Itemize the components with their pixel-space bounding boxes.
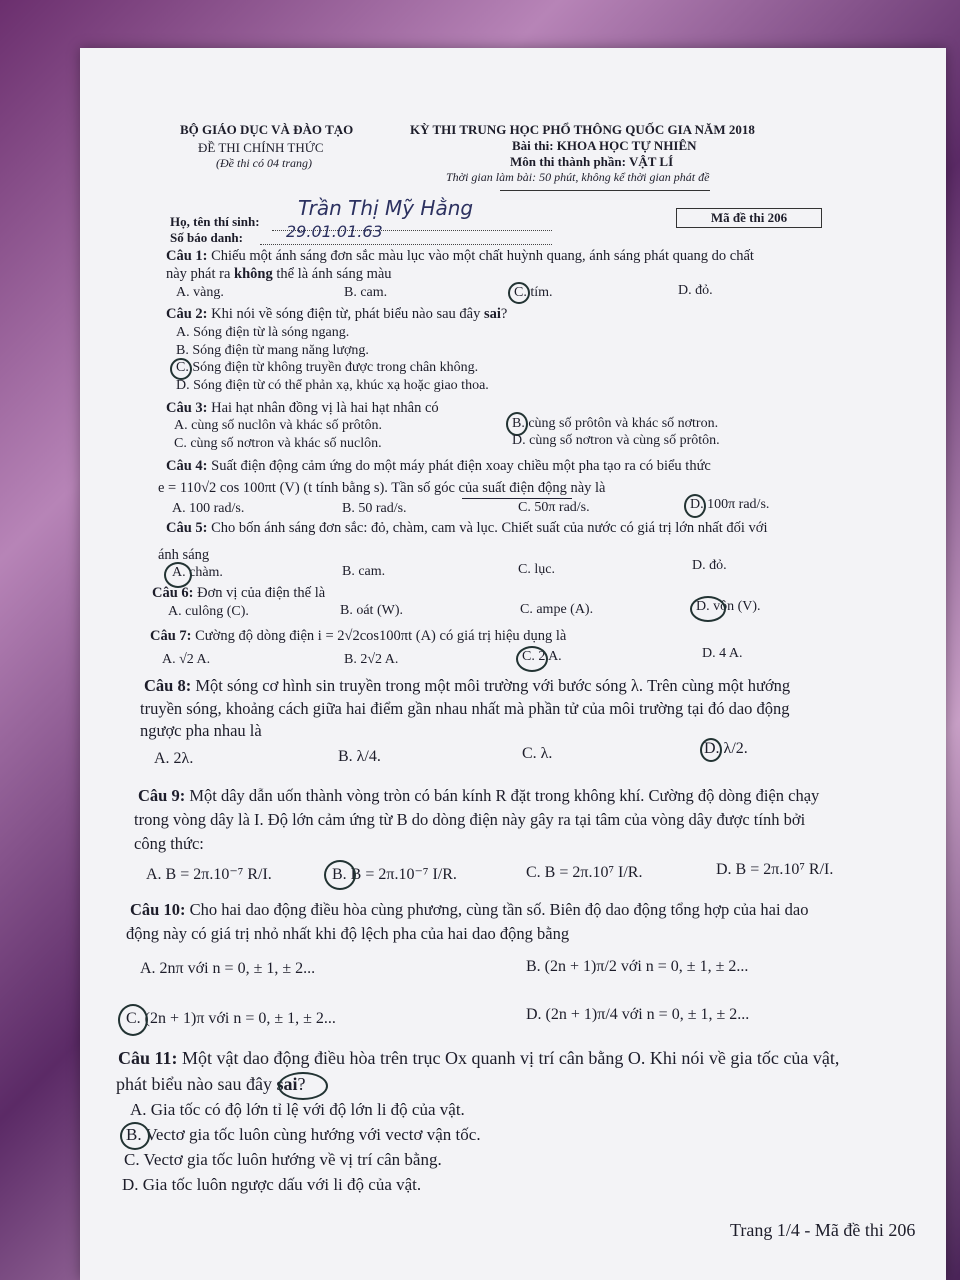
exam-subject: Bài thi: KHOA HỌC TỰ NHIÊN xyxy=(512,138,697,153)
q7-label: Câu 7: xyxy=(150,628,192,644)
page-count: (Đề thi có 04 trang) xyxy=(216,156,312,170)
q1-text2a: này phát ra xyxy=(166,266,235,282)
official-label: ĐỀ THI CHÍNH THỨC xyxy=(198,140,324,155)
q8-text2: truyền sóng, khoảng cách giữa hai điểm gần nhau nhất mà phần tử của môi trường tại đó dao động xyxy=(140,699,790,718)
q2-option-d: D. Sóng điện từ có thể phản xạ, khúc xạ hoặc giao thoa. xyxy=(176,378,489,393)
q10-option-b: B. (2n + 1)π/2 với n = 0, ± 1, ± 2... xyxy=(526,958,749,975)
q6-option-d: D. vôn (V). xyxy=(696,599,761,614)
q10-text1: Cho hai dao động điều hòa cùng phương, cùng tần số. Biên độ dao động tổng hợp của hai dao xyxy=(189,900,809,919)
q5-label: Câu 5: xyxy=(166,520,208,536)
exam-title: KỲ THI TRUNG HỌC PHỔ THÔNG QUỐC GIA NĂM 2018 xyxy=(410,122,755,137)
q1-option-b: B. cam. xyxy=(344,285,388,300)
q6-label: Câu 6: xyxy=(152,585,194,601)
q5-option-c: C. lục. xyxy=(518,562,555,577)
q9-option-a: A. B = 2π.10⁻⁷ R/I. xyxy=(146,866,272,883)
q1-label: Câu 1: xyxy=(166,248,208,264)
q11-option-c: C. Vectơ gia tốc luôn hướng về vị trí cân bằng. xyxy=(124,1150,442,1169)
q7-text: Cường độ dòng điện i = 2√2cos100πt (A) có giá trị hiệu dụng là xyxy=(195,628,567,644)
q8-answer-mark xyxy=(700,738,722,762)
name-handwritten: Trần Thị Mỹ Hằng xyxy=(298,196,474,220)
q11-option-b: B. Vectơ gia tốc luôn cùng hướng với vectơ vận tốc. xyxy=(126,1125,481,1144)
q6-option-c: C. ampe (A). xyxy=(520,602,594,617)
q11-option-d: D. Gia tốc luôn ngược dấu với li độ của vật. xyxy=(122,1175,422,1194)
q9-text3: công thức: xyxy=(134,834,204,853)
q10-option-d: D. (2n + 1)π/4 với n = 0, ± 1, ± 2... xyxy=(526,1006,750,1023)
q11-text2: phát biểu nào sau đây xyxy=(116,1074,277,1094)
q5-option-a: A. chàm. xyxy=(172,565,223,580)
exam-component: Môn thi thành phần: VẬT LÍ xyxy=(510,154,674,169)
exam-code-box: Mã đề thi 206 xyxy=(676,208,822,228)
q9-option-b: B. B = 2π.10⁻⁷ I/R. xyxy=(332,866,457,883)
q7-option-b: B. 2√2 A. xyxy=(344,652,399,667)
q1-option-d: D. đỏ. xyxy=(678,283,713,298)
q8-option-c: C. λ. xyxy=(522,745,553,762)
q10-answer-mark xyxy=(118,1004,148,1036)
name-label: Họ, tên thí sinh: xyxy=(170,214,260,229)
q4-option-b: B. 50 rad/s. xyxy=(342,501,407,516)
q6-option-a: A. culông (C). xyxy=(168,604,249,619)
q8-option-b: B. λ/4. xyxy=(338,748,381,765)
q4-underline xyxy=(462,498,572,499)
q4-text1: Suất điện động cảm ứng do một máy phát điện xoay chiều một pha tạo ra có biểu thức xyxy=(211,458,711,474)
q10-text2: động này có giá trị nhỏ nhất khi độ lệch pha của hai dao động bằng xyxy=(126,924,570,943)
q1-option-a: A. vàng. xyxy=(176,285,224,300)
q2-text: Khi nói về sóng điện từ, phát biểu nào sau đây xyxy=(211,306,484,322)
q11-text1: Một vật dao động điều hòa trên trục Ox quanh vị trí cân bằng O. Khi nói về gia tốc của vật, xyxy=(182,1048,840,1068)
q5-option-b: B. cam. xyxy=(342,564,386,579)
q2-end: ? xyxy=(500,306,508,322)
q1-answer-mark xyxy=(508,282,530,304)
q3-option-a: A. cùng số nuclôn và khác số prôtôn. xyxy=(174,418,383,433)
q5-text2: ánh sáng xyxy=(158,547,210,563)
q9-option-d: D. B = 2π.10⁷ R/I. xyxy=(716,861,834,878)
q3-label: Câu 3: xyxy=(166,400,208,416)
q1-emph: không xyxy=(234,266,273,282)
q11-end: ? xyxy=(297,1074,306,1094)
q4-text2: e = 110√2 cos 100πt (V) (t tính bằng s). Tần số góc của suất điện động này là xyxy=(158,480,606,496)
q4-option-a: A. 100 rad/s. xyxy=(172,501,245,516)
q4-option-c: C. 50π rad/s. xyxy=(518,500,590,515)
q2-option-b: B. Sóng điện từ mang năng lượng. xyxy=(176,343,369,358)
q9-answer-mark xyxy=(324,860,356,890)
ministry: BỘ GIÁO DỤC VÀ ĐÀO TẠO xyxy=(180,122,354,137)
q3-option-c: C. cùng số nơtron và khác số nuclôn. xyxy=(174,436,382,451)
q6-text: Đơn vị của điện thế là xyxy=(197,585,326,601)
exam-paper xyxy=(80,48,946,1280)
q4-label: Câu 4: xyxy=(166,458,208,474)
q3-option-b: B. cùng số prôtôn và khác số nơtron. xyxy=(512,416,719,431)
q2-answer-mark xyxy=(170,358,192,380)
q8-text1: Một sóng cơ hình sin truyền trong một môi trường với bước sóng λ. Trên cùng một hướng xyxy=(195,676,791,695)
q11-emph: sai xyxy=(276,1074,298,1094)
q2-option-c: C. Sóng điện từ không truyền được trong chân không. xyxy=(176,360,479,375)
q4-answer-mark xyxy=(684,494,706,518)
q8-label: Câu 8: xyxy=(144,676,192,695)
q10-option-a: A. 2nπ với n = 0, ± 1, ± 2... xyxy=(140,960,316,977)
q4-option-d: D. 100π rad/s. xyxy=(690,497,770,512)
q7-option-c: C. 2 A. xyxy=(522,649,562,664)
q9-label: Câu 9: xyxy=(138,786,186,805)
q7-option-d: D. 4 A. xyxy=(702,646,743,661)
q2-option-a: A. Sóng điện từ là sóng ngang. xyxy=(176,325,350,340)
q1-text: Chiếu một ánh sáng đơn sắc màu lục vào một chất huỳnh quang, ánh sáng phát quang do chất xyxy=(211,248,754,264)
q1-option-c: C. tím. xyxy=(514,285,553,300)
q11-emph-mark xyxy=(278,1072,328,1100)
q6-option-b: B. oát (W). xyxy=(340,603,403,618)
exam-time: Thời gian làm bài: 50 phút, không kể thời gian phát đề xyxy=(446,170,710,184)
q10-label: Câu 10: xyxy=(130,900,186,919)
header-divider xyxy=(500,190,710,191)
q1-text2c: thể là ánh sáng màu xyxy=(272,266,392,282)
q10-option-c: C. (2n + 1)π với n = 0, ± 1, ± 2... xyxy=(126,1010,336,1027)
page-footer: Trang 1/4 - Mã đề thi 206 xyxy=(730,1220,916,1240)
q3-option-d: D. cùng số nơtron và cùng số prôtôn. xyxy=(512,433,720,448)
q3-text: Hai hạt nhân đồng vị là hai hạt nhân có xyxy=(211,400,439,416)
q9-option-c: C. B = 2π.10⁷ I/R. xyxy=(526,864,643,881)
q8-option-a: A. 2λ. xyxy=(154,750,194,767)
q9-text1: Một dây dẫn uốn thành vòng tròn có bán kính R đặt trong không khí. Cường độ dòng điện chạy xyxy=(189,786,820,805)
q8-text3: ngược pha nhau là xyxy=(140,721,262,740)
q11-answer-mark xyxy=(120,1122,150,1150)
q9-text2: trong vòng dây là I. Độ lớn cảm ứng từ B do dòng điện này gây ra tại tâm của vòng dây được tính bởi xyxy=(134,810,806,829)
q2-label: Câu 2: xyxy=(166,306,208,322)
q5-text1: Cho bốn ánh sáng đơn sắc: đỏ, chàm, cam và lục. Chiết suất của nước có giá trị lớn nhất đối với xyxy=(211,520,768,536)
q7-option-a: A. √2 A. xyxy=(162,652,211,667)
q5-option-d: D. đỏ. xyxy=(692,558,727,573)
id-label: Số báo danh: xyxy=(170,230,243,245)
q8-option-d: D. λ/2. xyxy=(704,740,748,757)
q6-answer-mark xyxy=(690,596,726,622)
q7-answer-mark xyxy=(516,646,548,672)
q2-emph: sai xyxy=(483,306,501,322)
id-handwritten: 29.01.01.63 xyxy=(286,222,383,241)
q11-option-a: A. Gia tốc có độ lớn tỉ lệ với độ lớn li độ của vật. xyxy=(130,1100,465,1119)
q11-label: Câu 11: xyxy=(118,1048,178,1068)
